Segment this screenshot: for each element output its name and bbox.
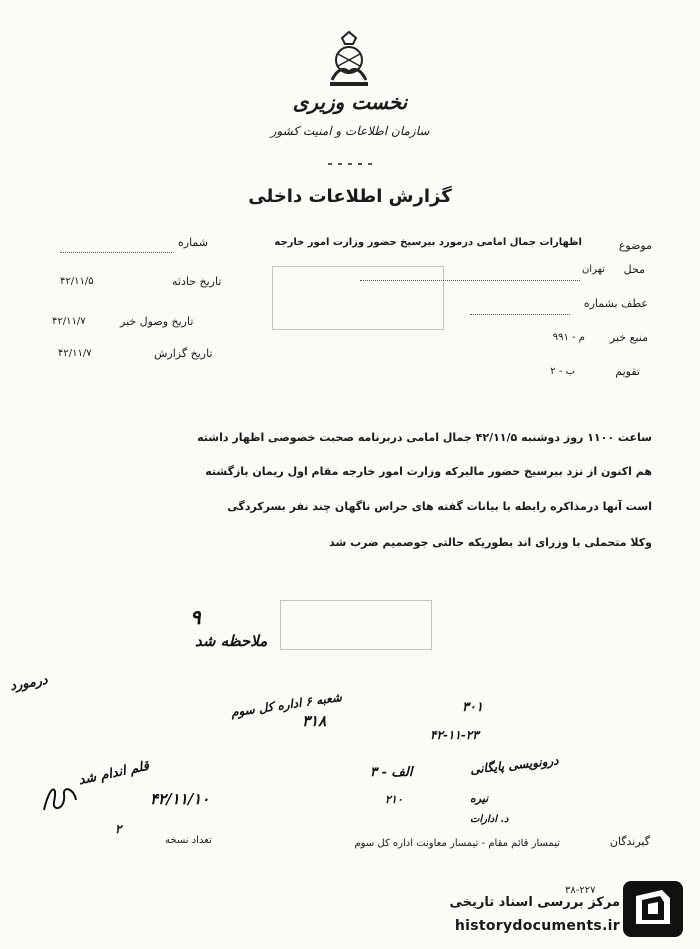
handwritten-annotation: درمورد <box>8 672 49 695</box>
incident-date-label: تاریخ حادثه <box>172 275 222 288</box>
report-date-value: ۴۲/۱۱/۷ <box>58 348 92 359</box>
report-date-label: تاریخ گزارش <box>154 347 213 360</box>
watermark-url: historydocuments.ir <box>454 918 620 934</box>
handwritten-number: ۳۰۱ <box>462 700 483 715</box>
copies-value: ۲ <box>115 822 122 836</box>
report-title: گزارش اطلاعات داخلی <box>248 186 452 207</box>
body-line: ساعت ۱۱۰۰ روز دوشنبه ۴۲/۱۱/۵ جمال امامی دربرنامه صحبت خصوصی اظهار داشته <box>197 431 652 444</box>
archive-document-logo-icon <box>622 880 684 938</box>
handwritten-date: ۴۲/۱۱/۱۰ <box>150 790 210 808</box>
recipients-label: گیرندگان <box>609 835 650 848</box>
reference-label: عطف بشماره <box>583 297 648 310</box>
incident-date-value: ۴۲/۱۱/۵ <box>60 276 94 287</box>
document-code: ۳۸-۲۲۷ <box>565 885 596 896</box>
handwritten-code: ۲۱۰ <box>385 793 403 806</box>
handwritten-signature: درونویسی پایگانی <box>469 753 560 777</box>
calendar-value: ب - ۲ <box>550 366 575 377</box>
stamp-outline <box>280 600 432 650</box>
organization-name: سازمان اطلاعات و امنیت کشور <box>270 124 430 138</box>
source-label: منبع خبر <box>609 331 648 344</box>
ministry-name: نخست وزیری <box>292 90 408 114</box>
calendar-label: تقویم <box>615 365 640 378</box>
department-line <box>300 150 400 160</box>
number-label: شماره <box>178 236 209 249</box>
place-label: محل <box>623 263 645 276</box>
handwritten-signature: نیره <box>470 792 489 805</box>
handwritten-annotation: شعبه ۶ اداره کل سوم <box>230 690 343 720</box>
handwritten-initial: ۹ <box>190 605 201 629</box>
handwritten-date: ۴۲-۱۱-۲۳ <box>430 728 479 742</box>
body-line: هم اکنون از نزد بیرسیخ حضور مالیرکه وزارت امور خارجه مقام اول ریمان بازگشته <box>205 465 652 478</box>
handwritten-signature: د. ادارات <box>470 814 509 825</box>
handwritten-code: الف - ۳ <box>370 765 413 780</box>
source-value: م - ۹۹۱ <box>552 332 585 343</box>
lion-and-sun-emblem-icon <box>318 30 380 92</box>
receipt-date-value: ۴۲/۱۱/۷ <box>52 316 86 327</box>
body-line: وکلا متحملی با وزرای اند بطوریکه حالتی جوصمیم ضرب شد <box>329 536 652 549</box>
subject-value: اظهارات جمال امامی درمورد بیرسیخ حضور وزارت امور خارجه <box>274 237 582 248</box>
number-field-line <box>60 240 172 253</box>
reference-field-line <box>470 302 570 315</box>
receipt-date-label: تاریخ وصول خبر <box>120 315 194 328</box>
body-line: است آنها درمذاکره رابطه با بیانات گفته های حراس ناگهان چند نفر بسرکردگی <box>227 500 652 513</box>
signature-scrawl-icon <box>40 780 80 816</box>
place-field-line <box>360 268 580 281</box>
handwritten-number: ۳۱۸ <box>302 712 327 730</box>
watermark-title: مرکز بررسی اسناد تاریخی <box>449 895 620 910</box>
handwritten-filing-note: قلم اندام شد <box>77 758 151 789</box>
copies-label: تعداد نسخه <box>165 835 212 846</box>
handwritten-annotation: ملاحظه شد <box>195 632 268 650</box>
subject-label: موضوع <box>618 239 652 252</box>
place-value: تهران <box>581 264 605 275</box>
recipients-value: تیمسار قائم مقام - تیمسار معاونت اداره کل سوم <box>354 838 560 849</box>
